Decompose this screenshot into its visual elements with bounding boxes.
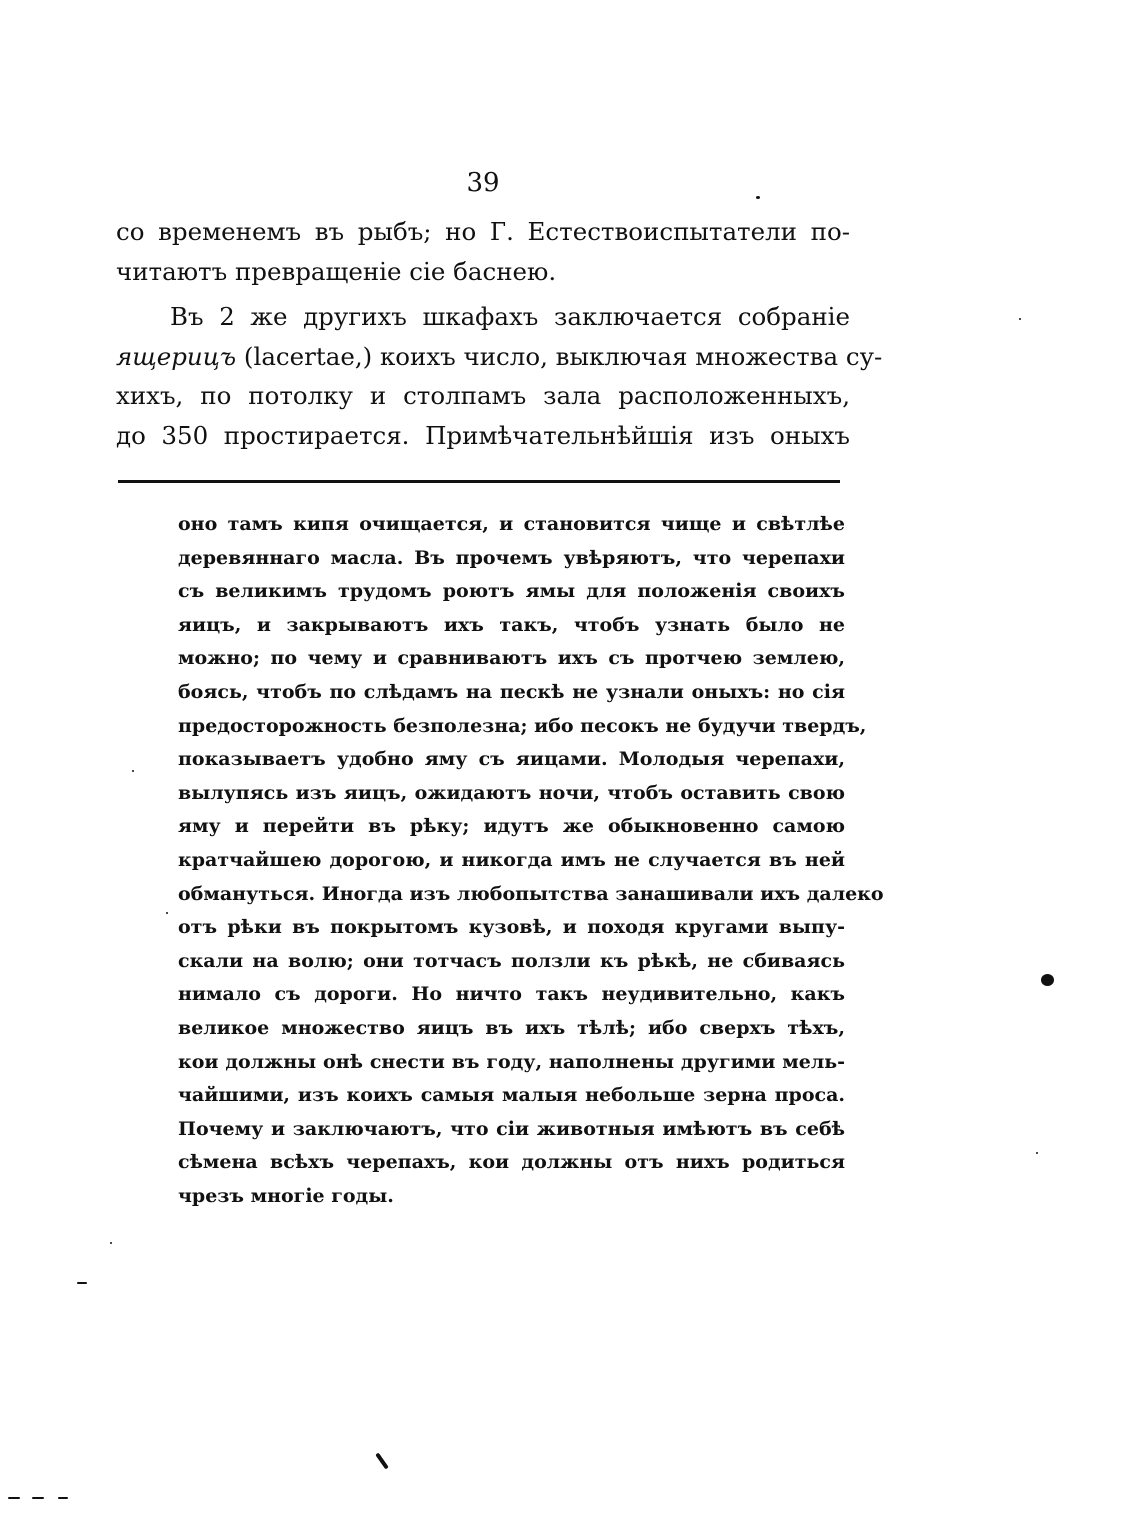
ink-speck — [1041, 974, 1054, 986]
text-line: читаютъ превращеніе сіе баснею. — [116, 256, 557, 286]
text-line — [116, 337, 883, 377]
ink-speck — [375, 1452, 389, 1469]
text-line: хихъ, по потолку и столпамъ зала расположенныхъ, — [116, 381, 850, 410]
footnote-line: деревяннаго масла. Въ прочемъ увѣряютъ, что черепахи — [178, 546, 845, 569]
footnote-line: сѣмена всѣхъ черепахъ, кои должны отъ нихъ родиться — [178, 1151, 845, 1174]
ink-speck — [756, 196, 760, 199]
footnote-line: обмануться. Иногда изъ любопытства занашивали ихъ далеко — [178, 882, 884, 905]
footnote-line: можно; по чему и сравниваютъ ихъ съ протчею землею, — [178, 647, 845, 670]
ink-speck — [1036, 1152, 1038, 1154]
ink-speck — [77, 1282, 87, 1284]
footnote-line: съ великимъ трудомъ роютъ ямы для положенія своихъ — [178, 580, 845, 603]
footnote-line: кои должны онѣ снести въ году, наполнены другими мель- — [178, 1050, 845, 1073]
ink-speck — [132, 770, 134, 772]
footnote-separator — [118, 480, 840, 483]
footnote-line: оно тамъ кипя очищается, и становится чище и свѣтлѣе — [178, 513, 845, 535]
footnote-line: боясь, чтобъ по слѣдамъ на пескѣ не узнали оныхъ: но сія — [178, 680, 845, 703]
footnote-line: нимало съ дороги. Но ничто такъ неудивительно, какъ — [178, 983, 845, 1006]
ink-speck — [166, 912, 168, 914]
ink-speck — [110, 1242, 112, 1244]
footnote-line: Почему и заключаютъ, что сіи животныя имѣютъ въ себѣ — [178, 1117, 845, 1140]
ink-speck — [32, 1497, 44, 1499]
footnote-line: чайшими, изъ коихъ самыя малыя небольше зерна проса. — [178, 1084, 845, 1107]
footnote-line: великое множество яицъ въ ихъ тѣлѣ; ибо сверхъ тѣхъ, — [178, 1016, 845, 1039]
text-line-rest: (lacertae,) коихъ число, выключая множества су- — [236, 341, 883, 371]
ink-speck — [8, 1497, 20, 1499]
footnote — [178, 508, 884, 1213]
paragraph-1 — [116, 212, 850, 291]
footnote-line: скали на волю; они тотчасъ ползли къ рѣкѣ, не сбиваясь — [178, 949, 845, 972]
footnote-line: яицъ, и закрываютъ ихъ такъ, чтобъ узнать было не — [178, 613, 845, 636]
footnote-line: яму и перейти въ рѣку; идутъ же обыкновенно самою — [178, 815, 845, 838]
ink-speck — [58, 1497, 68, 1499]
footnote-line: кратчайшею дорогою, и никогда имъ не случается въ ней — [178, 848, 845, 871]
footnote-line: вылупясь изъ яицъ, ожидаютъ ночи, чтобъ оставить свою — [178, 781, 845, 804]
ink-speck — [1019, 318, 1021, 320]
text-line: со временемъ въ рыбъ; но Г. Естествоиспытатели по- — [116, 217, 850, 246]
text-line: до 350 простирается. Примѣчательнѣйшія изъ оныхъ — [116, 420, 850, 450]
main-text — [116, 212, 883, 455]
text-line: Въ 2 же другихъ шкафахъ заключается собраніе — [170, 302, 850, 331]
footnote-line: предосторожность безполезна; ибо песокъ не будучи твердъ, — [178, 714, 867, 737]
footnote-line: показываетъ удобно яму съ яицами. Молодыя черепахи, — [178, 748, 845, 771]
page-number: 39 — [466, 168, 500, 198]
footnote-line: отъ рѣки въ покрытомъ кузовѣ, и походя кругами выпу- — [178, 916, 845, 939]
italic-term: ящерицъ — [116, 341, 237, 371]
paragraph-2 — [116, 297, 883, 455]
footnote-line: чрезъ многіе годы. — [178, 1184, 394, 1207]
